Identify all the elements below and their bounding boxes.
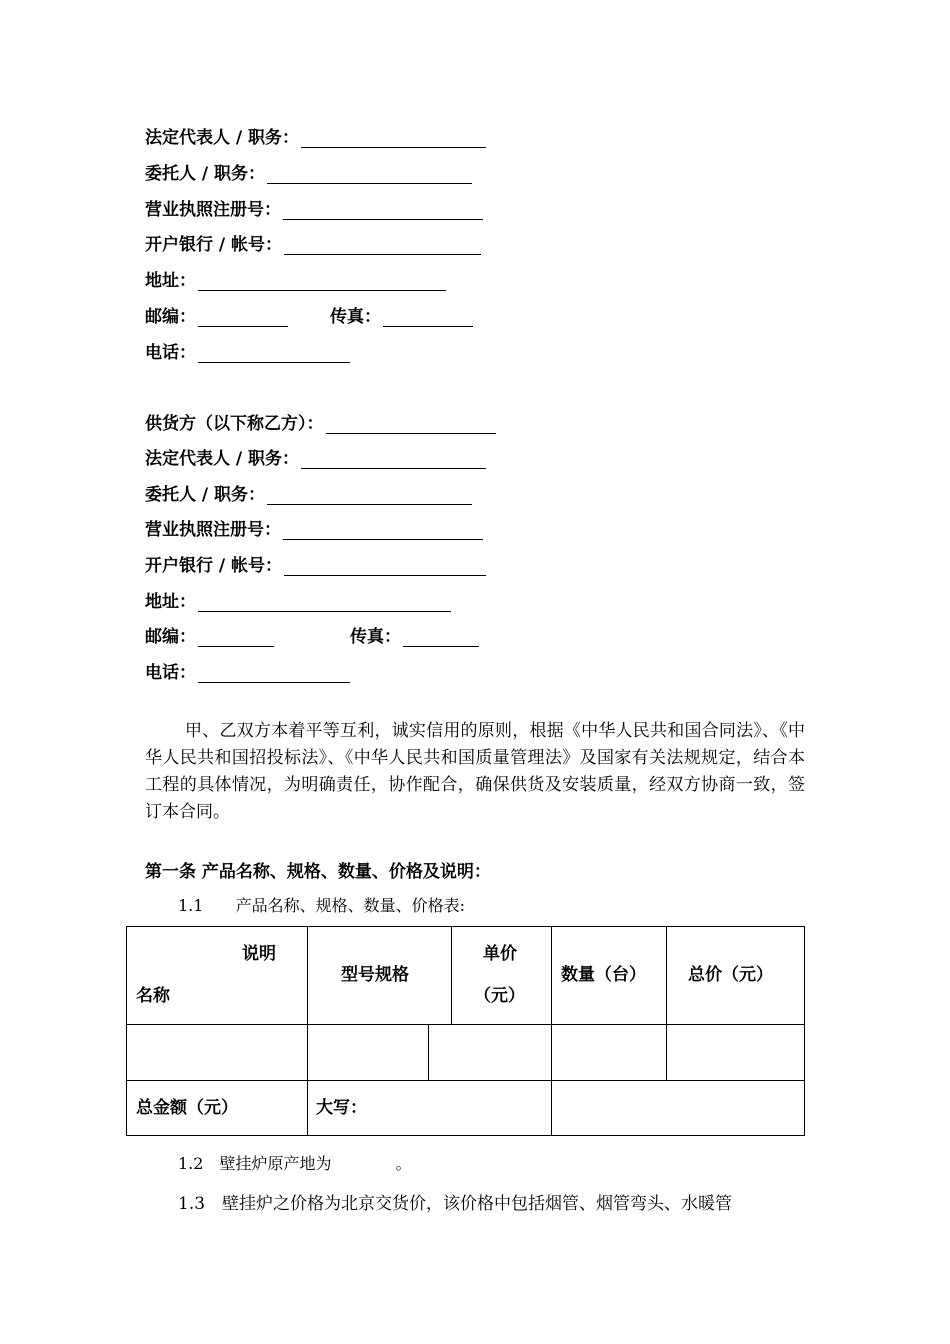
supplier-fax-field [350, 617, 479, 647]
supplier-fax-blank[interactable] [403, 624, 479, 647]
supplier-address-field [145, 582, 451, 612]
supplier-agent-field [145, 475, 472, 505]
buyer-zip-label: 邮编： [145, 307, 196, 327]
buyer-address-label: 地址： [145, 271, 196, 291]
supplier-license-blank[interactable] [283, 517, 483, 540]
buyer-rep-field [145, 118, 486, 148]
buyer-bank-field [145, 225, 481, 255]
supplier-bank-label: 开户银行 / 帐号： [145, 556, 283, 576]
buyer-license-blank[interactable] [283, 197, 483, 220]
supplier-bank-blank[interactable] [284, 553, 486, 576]
supplier-bank-field [145, 546, 486, 576]
buyer-zip-field [145, 297, 288, 327]
buyer-rep-label: 法定代表人 / 职务： [145, 128, 300, 148]
buyer-address-field [145, 261, 446, 291]
header-unit-price-line2: （元） [474, 986, 525, 1006]
header-total: 总价（元） [688, 965, 773, 985]
supplier-zip-blank[interactable] [198, 624, 274, 647]
total-label: 总金额（元） [136, 1098, 238, 1118]
total-amount-cell[interactable] [551, 1080, 805, 1136]
buyer-zip-blank[interactable] [198, 304, 288, 327]
supplier-zip-field [145, 617, 274, 647]
item-1-1-text: 产品名称、规格、数量、价格表: [235, 896, 466, 915]
supplier-rep-field [145, 439, 486, 469]
supplier-address-blank[interactable] [198, 589, 451, 612]
supplier-rep-blank[interactable] [301, 446, 486, 469]
supplier-phone-blank[interactable] [198, 660, 350, 683]
article-1-heading: 第一条 产品名称、规格、数量、价格及说明： [145, 862, 491, 882]
supplier-rep-label: 法定代表人 / 职务： [145, 449, 300, 469]
buyer-bank-blank[interactable] [284, 232, 481, 255]
header-name: 名称 [136, 986, 170, 1006]
table-row-cell-name[interactable] [126, 1024, 308, 1081]
buyer-license-label: 营业执照注册号： [145, 200, 281, 220]
item-1-2: 1.2 壁挂炉原产地为 。 [178, 1154, 412, 1173]
buyer-agent-blank[interactable] [267, 161, 472, 184]
item-1-1-number: 1.1 [178, 896, 204, 915]
supplier-title-blank[interactable] [326, 411, 496, 434]
supplier-title-label: 供货方（以下称乙方）： [145, 414, 324, 434]
buyer-address-blank[interactable] [198, 268, 446, 291]
header-name-cell [126, 926, 308, 1025]
product-price-table [126, 926, 805, 1136]
buyer-phone-blank[interactable] [198, 340, 350, 363]
buyer-rep-blank[interactable] [301, 125, 486, 148]
supplier-license-field [145, 510, 483, 540]
intro-paragraph: 甲、乙双方本着平等互利，诚实信用的原则，根据《中华人民共和国合同法》、《中华人民共和国招投标法》、《中华人民共和国质量管理法》及国家有关法规规定，结合本工程的具体情况，为明确责任，协作配合，确保供货及安装质量，经双方协商一致，签订本合同。 [145, 721, 805, 822]
item-1-1 [178, 893, 465, 916]
supplier-fax-label: 传真： [350, 627, 401, 647]
capital-label: 大写： [316, 1098, 367, 1118]
supplier-agent-blank[interactable] [267, 482, 472, 505]
table-row-cell-qty[interactable] [551, 1024, 667, 1081]
header-desc: 说明 [242, 944, 276, 964]
item-1-3: 1.3 壁挂炉之价格为北京交货价，该价格中包括烟管、烟管弯头、水暖管 [178, 1194, 733, 1214]
supplier-license-label: 营业执照注册号： [145, 520, 281, 540]
header-model: 型号规格 [341, 965, 409, 985]
buyer-agent-field [145, 154, 472, 184]
supplier-phone-label: 电话： [145, 663, 196, 683]
supplier-zip-label: 邮编： [145, 627, 196, 647]
buyer-phone-label: 电话： [145, 343, 196, 363]
buyer-fax-blank[interactable] [383, 304, 473, 327]
buyer-fax-label: 传真： [330, 307, 381, 327]
header-unit-price-line1: 单价 [483, 944, 517, 964]
header-qty: 数量（台） [561, 965, 646, 985]
buyer-bank-label: 开户银行 / 帐号： [145, 235, 283, 255]
table-row-cell-unit-price[interactable] [428, 1024, 552, 1081]
buyer-license-field [145, 190, 483, 220]
buyer-phone-field [145, 333, 350, 363]
supplier-phone-field [145, 653, 350, 683]
supplier-title-field [145, 404, 496, 434]
table-row-cell-total[interactable] [666, 1024, 805, 1081]
buyer-fax-field [330, 297, 473, 327]
supplier-agent-label: 委托人 / 职务： [145, 485, 266, 505]
supplier-address-label: 地址： [145, 592, 196, 612]
buyer-agent-label: 委托人 / 职务： [145, 164, 266, 184]
table-row-cell-model[interactable] [307, 1024, 429, 1081]
